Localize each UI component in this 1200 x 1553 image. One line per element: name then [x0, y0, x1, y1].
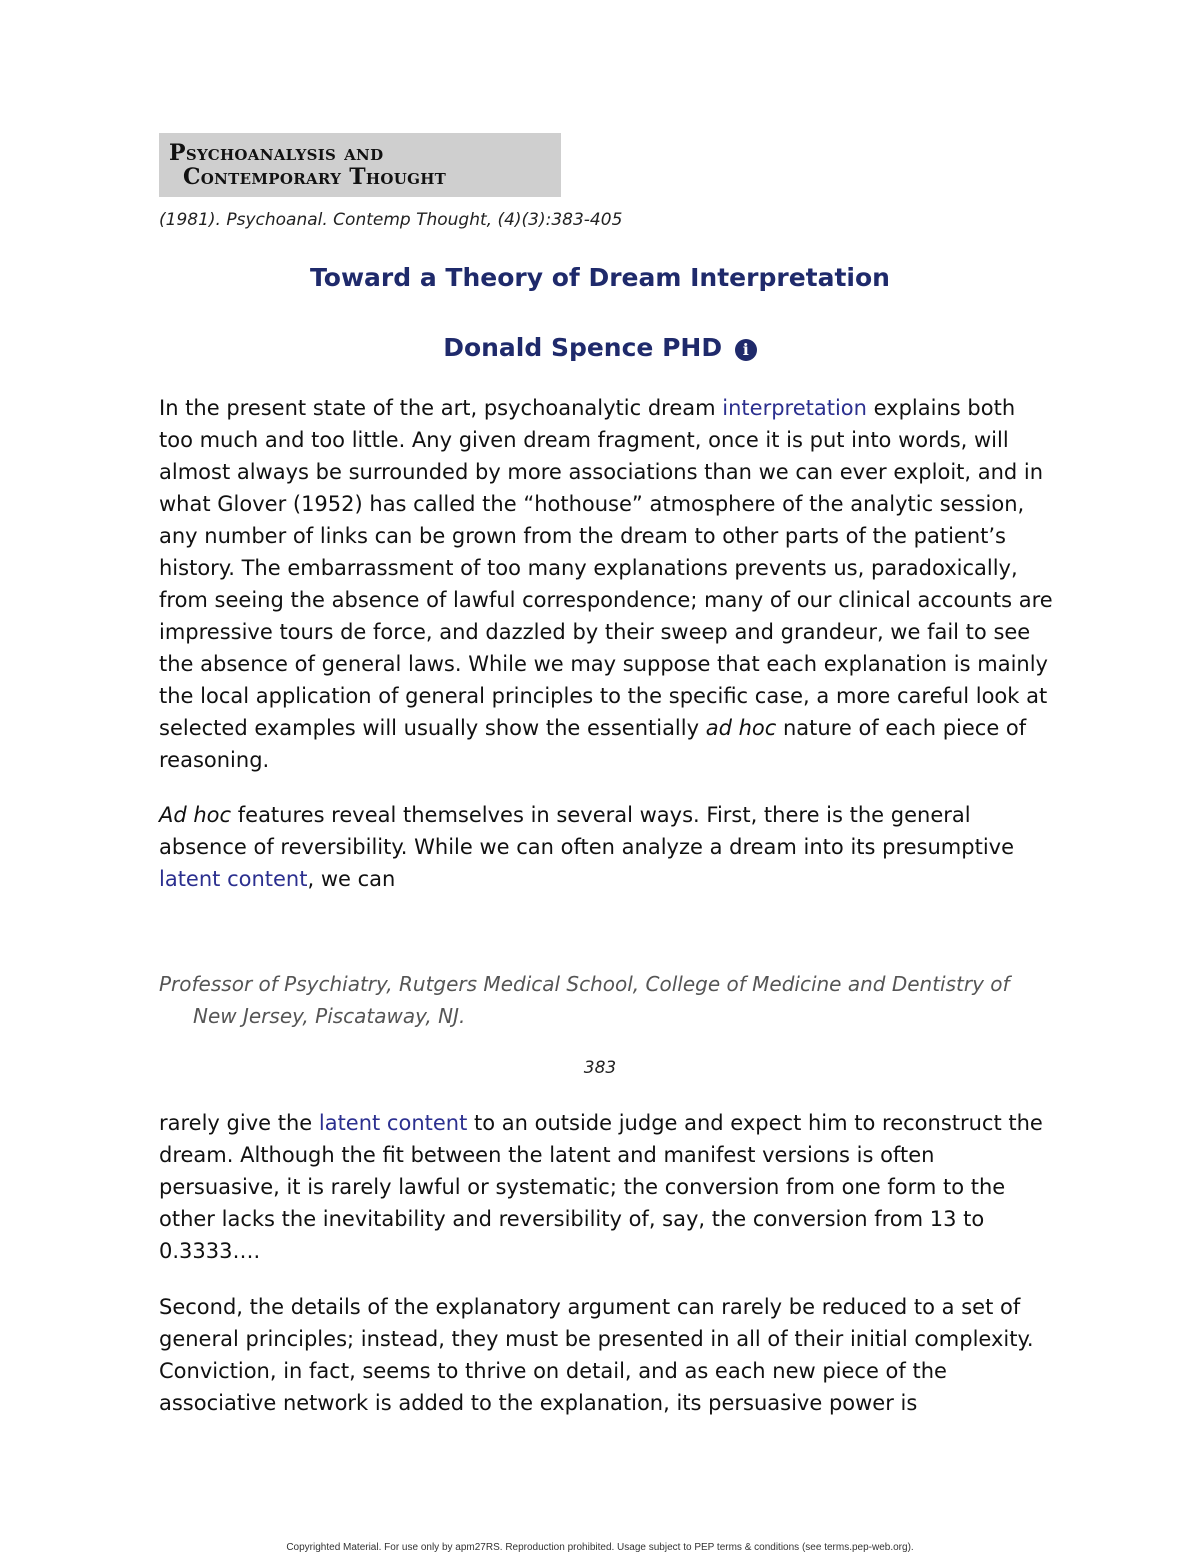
paragraph-1-emphasis: ad hoc	[705, 716, 777, 740]
paragraph-2	[159, 799, 1054, 895]
copyright-notice: Copyrighted Material. For use only by apm27RS. Reproduction prohibited. Usage subject to PEP terms & conditions (see terms.pep-web.org).	[286, 1542, 914, 1553]
page-number: 383	[583, 1058, 617, 1078]
paragraph-1	[159, 392, 1054, 776]
paragraph-2-text-a: features reveal themselves in several ways. First, there is the general absence of reversibility. While we can often analyze a dream into its presumptive	[159, 803, 1015, 859]
paragraph-3-text-b: to an outside judge and expect him to reconstruct the dream. Although the fit between the latent and manifest versions is often persuasive, it is rarely lawful or systematic; the conversion from one form to the other lacks the inevitability and reversibility of, say, the conversion from 13 to 0.3333….	[159, 1111, 1043, 1263]
info-icon[interactable]: i	[735, 339, 757, 361]
journal-logo-line2: Contemporary Thought	[183, 164, 447, 190]
paragraph-1-text-a: In the present state of the art, psychoanalytic dream	[159, 396, 723, 420]
journal-logo-line1: Psychoanalysis and	[169, 140, 384, 166]
paragraph-2-text-b: , we can	[307, 867, 396, 891]
link-interpretation[interactable]: interpretation	[722, 396, 867, 420]
citation: (1981). Psychoanal. Contemp Thought, (4)(3):383-405	[159, 210, 623, 230]
paragraph-3-text-a: rarely give the	[159, 1111, 319, 1135]
author-footnote	[159, 968, 1059, 1032]
author-line	[0, 333, 1200, 362]
article-title: Toward a Theory of Dream Interpretation	[310, 263, 890, 292]
paragraph-4: Second, the details of the explanatory argument can rarely be reduced to a set of general principles; instead, they must be presented in all of their initial complexity. Conviction, in fact, seems to thrive on detail, and as each new piece of the associative network is added to the explanation, its persuasive power is	[159, 1295, 1034, 1415]
author-name[interactable]: Donald Spence PHD	[443, 333, 723, 362]
journal-logo	[159, 133, 561, 197]
link-latent-content-2[interactable]: latent content	[318, 1111, 468, 1135]
paragraph-2-emphasis: Ad hoc	[159, 803, 232, 827]
footnote-line2: New Jersey, Piscataway, NJ.	[193, 1004, 466, 1028]
link-latent-content[interactable]: latent content	[159, 867, 308, 891]
paragraph-3	[159, 1107, 1054, 1267]
paragraph-1-text-b: explains both too much and too little. Any given dream fragment, once it is put into words, will almost always be surrounded by more associations than we can ever exploit, and in what Glover (1952) has called the “hothouse” atmosphere of the analytic session, any number of links can be grown from the dream to other parts of the patient’s history. The embarrassment of too many explanations prevents us, paradoxically, from seeing the absence of lawful correspondence; many of our clinical accounts are impressive tours de force, and dazzled by their sweep and grandeur, we fail to see the absence of general laws. While we may suppose that each explanation is mainly the local application of general principles to the specific case, a more careful look at selected examples will usually show the essentially	[159, 396, 1053, 740]
paragraph-1-text-c: nature of each piece of reasoning.	[159, 716, 1027, 772]
footnote-line1: Professor of Psychiatry, Rutgers Medical School, College of Medicine and Dentistry of	[159, 972, 1010, 996]
